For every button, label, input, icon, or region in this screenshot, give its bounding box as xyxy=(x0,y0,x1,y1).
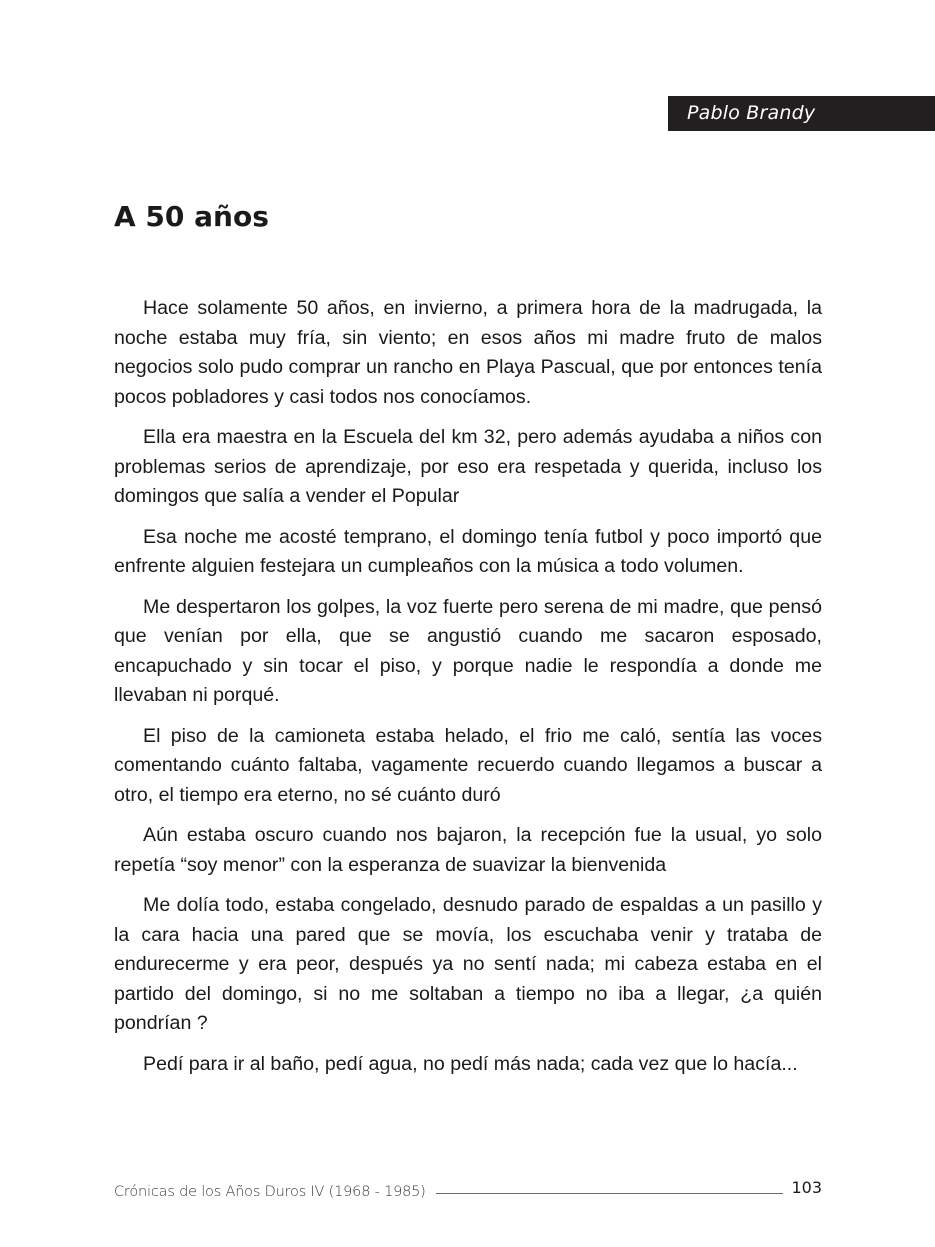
paragraph: Ella era maestra en la Escuela del km 32, pero además ayudaba a niños con problemas serios de aprendizaje, por eso era respetada y querida, incluso los domingos que salía a vender el Popular xyxy=(114,426,822,507)
footer-divider xyxy=(436,1193,784,1194)
paragraph: Esa noche me acosté temprano, el domingo tenía futbol y poco importó que enfrente alguien festejara un cumpleaños con la música a todo volumen. xyxy=(114,525,822,577)
paragraph: El piso de la camioneta estaba helado, el frio me caló, sentía las voces comentando cuánto faltaba, vagamente recuerdo cuando llegamos a buscar a otro, el tiempo era eterno, no sé cuánto duró xyxy=(114,724,822,806)
page-footer xyxy=(114,1174,822,1200)
paragraph: Aún estaba oscuro cuando nos bajaron, la recepción fue la usual, yo solo repetía “soy menor” con la esperanza de suavizar la bienvenida xyxy=(114,824,822,876)
paragraph: Me despertaron los golpes, la voz fuerte pero serena de mi madre, que pensó que venían por ella, que se angustió cuando me sacaron esposado, encapuchado y sin tocar el piso, y porque nadie le respondía a donde me llevaban ni porqué. xyxy=(114,595,822,706)
author-header-tab xyxy=(668,96,935,131)
paragraph: Hace solamente 50 años, en invierno, a primera hora de la madrugada, la noche estaba muy fría, sin viento; en esos años mi madre fruto de malos negocios solo pudo comprar un rancho en Playa Pascual, que por entonces tenía pocos pobladores y casi todos nos conocíamos. xyxy=(114,297,822,408)
footer-book-title: Crónicas de los Años Duros IV (1968 - 1985) xyxy=(114,1184,426,1200)
author-name: Pablo Brandy xyxy=(687,102,816,124)
paragraph: Me dolía todo, estaba congelado, desnudo parado de espaldas a un pasillo y la cara hacia una pared que se movía, los escuchaba venir y trataba de endurecerme y era peor, después ya no sentí nada; mi cabeza estaba en el partido del domingo, si no me soltaban a tiempo no iba a llegar, ¿a quién pondrían ? xyxy=(114,894,822,1034)
paragraph: Pedí para ir al baño, pedí agua, no pedí más nada; cada vez que lo hacía... xyxy=(143,1052,798,1075)
chapter-title: A 50 años xyxy=(114,200,269,233)
chapter-body xyxy=(114,294,822,1090)
page-number: 103 xyxy=(791,1178,822,1197)
